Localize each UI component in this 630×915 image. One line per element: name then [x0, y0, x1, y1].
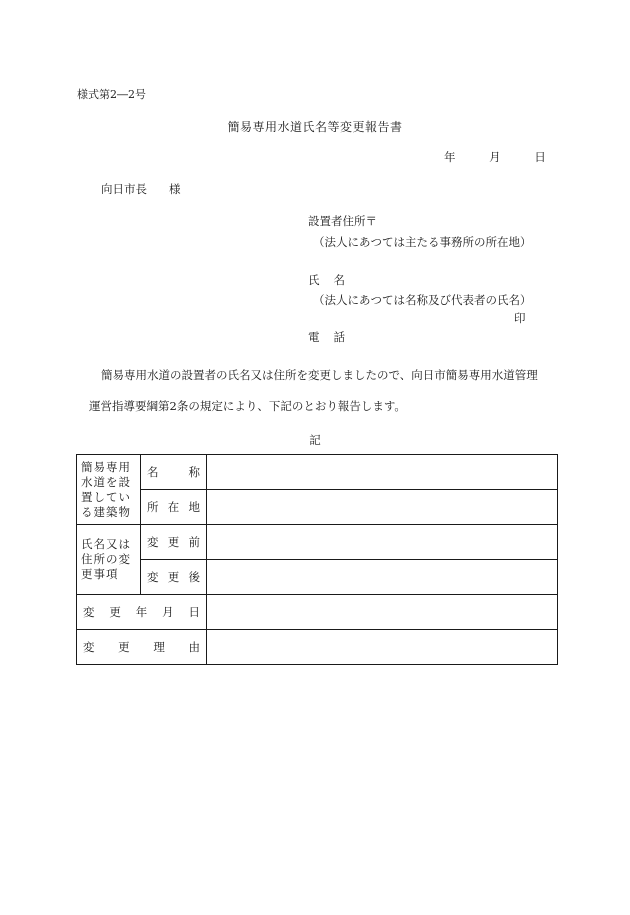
after-label: 変 更 後	[141, 560, 207, 595]
applicant-address-note: （法人にあつては主たる事務所の所在地）	[313, 235, 532, 249]
phone-label-char-1: 電	[308, 330, 320, 344]
document-title: 簡易専用水道氏名等変更報告書	[227, 120, 403, 134]
change-date-value[interactable]	[207, 595, 558, 630]
change-group-label: 氏名又は住所の変更事項	[77, 525, 141, 595]
table-row-after	[77, 560, 558, 595]
body-text-line-2: 運営指導要綱第2条の規定により、下記のとおり報告します。	[89, 399, 406, 413]
addressee	[101, 181, 181, 197]
table-row-change-date	[77, 595, 558, 630]
date-line	[444, 149, 546, 165]
change-date-label: 変 更 年 月 日	[77, 595, 207, 630]
date-day: 日	[534, 150, 546, 164]
building-location-label: 所 在 地	[141, 490, 207, 525]
date-year: 年	[444, 150, 456, 164]
building-name-value[interactable]	[207, 455, 558, 490]
after-value[interactable]	[207, 560, 558, 595]
table-row-before	[77, 525, 558, 560]
table-row-change-reason	[77, 630, 558, 665]
seal-mark: 印	[514, 311, 526, 325]
record-heading: 記	[309, 433, 321, 447]
building-group-label: 簡易専用水道を設置している建築物	[77, 455, 141, 525]
form-number: 様式第2―2号	[77, 88, 146, 101]
date-month: 月	[489, 150, 501, 164]
change-reason-value[interactable]	[207, 630, 558, 665]
applicant-phone-label	[308, 329, 345, 345]
table-row-building-location	[77, 490, 558, 525]
before-label: 変 更 前	[141, 525, 207, 560]
addressee-honorific: 様	[169, 182, 181, 196]
name-label-char-2: 名	[333, 273, 345, 287]
applicant-name-note: （法人にあつては名称及び代表者の氏名）	[313, 293, 532, 307]
change-reason-label: 変 更 理 由	[77, 630, 207, 665]
applicant-address-label: 設置者住所〒	[308, 214, 377, 228]
building-location-value[interactable]	[207, 490, 558, 525]
applicant-name-label	[308, 272, 345, 288]
addressee-name: 向日市長	[101, 182, 147, 196]
report-table	[76, 454, 558, 665]
body-text-line-1: 簡易専用水道の設置者の氏名又は住所を変更しましたので、向日市簡易専用水道管理	[101, 368, 538, 382]
table-row-building-name	[77, 455, 558, 490]
building-name-label: 名 称	[141, 455, 207, 490]
name-label-char-1: 氏	[308, 273, 320, 287]
before-value[interactable]	[207, 525, 558, 560]
phone-label-char-2: 話	[333, 330, 345, 344]
